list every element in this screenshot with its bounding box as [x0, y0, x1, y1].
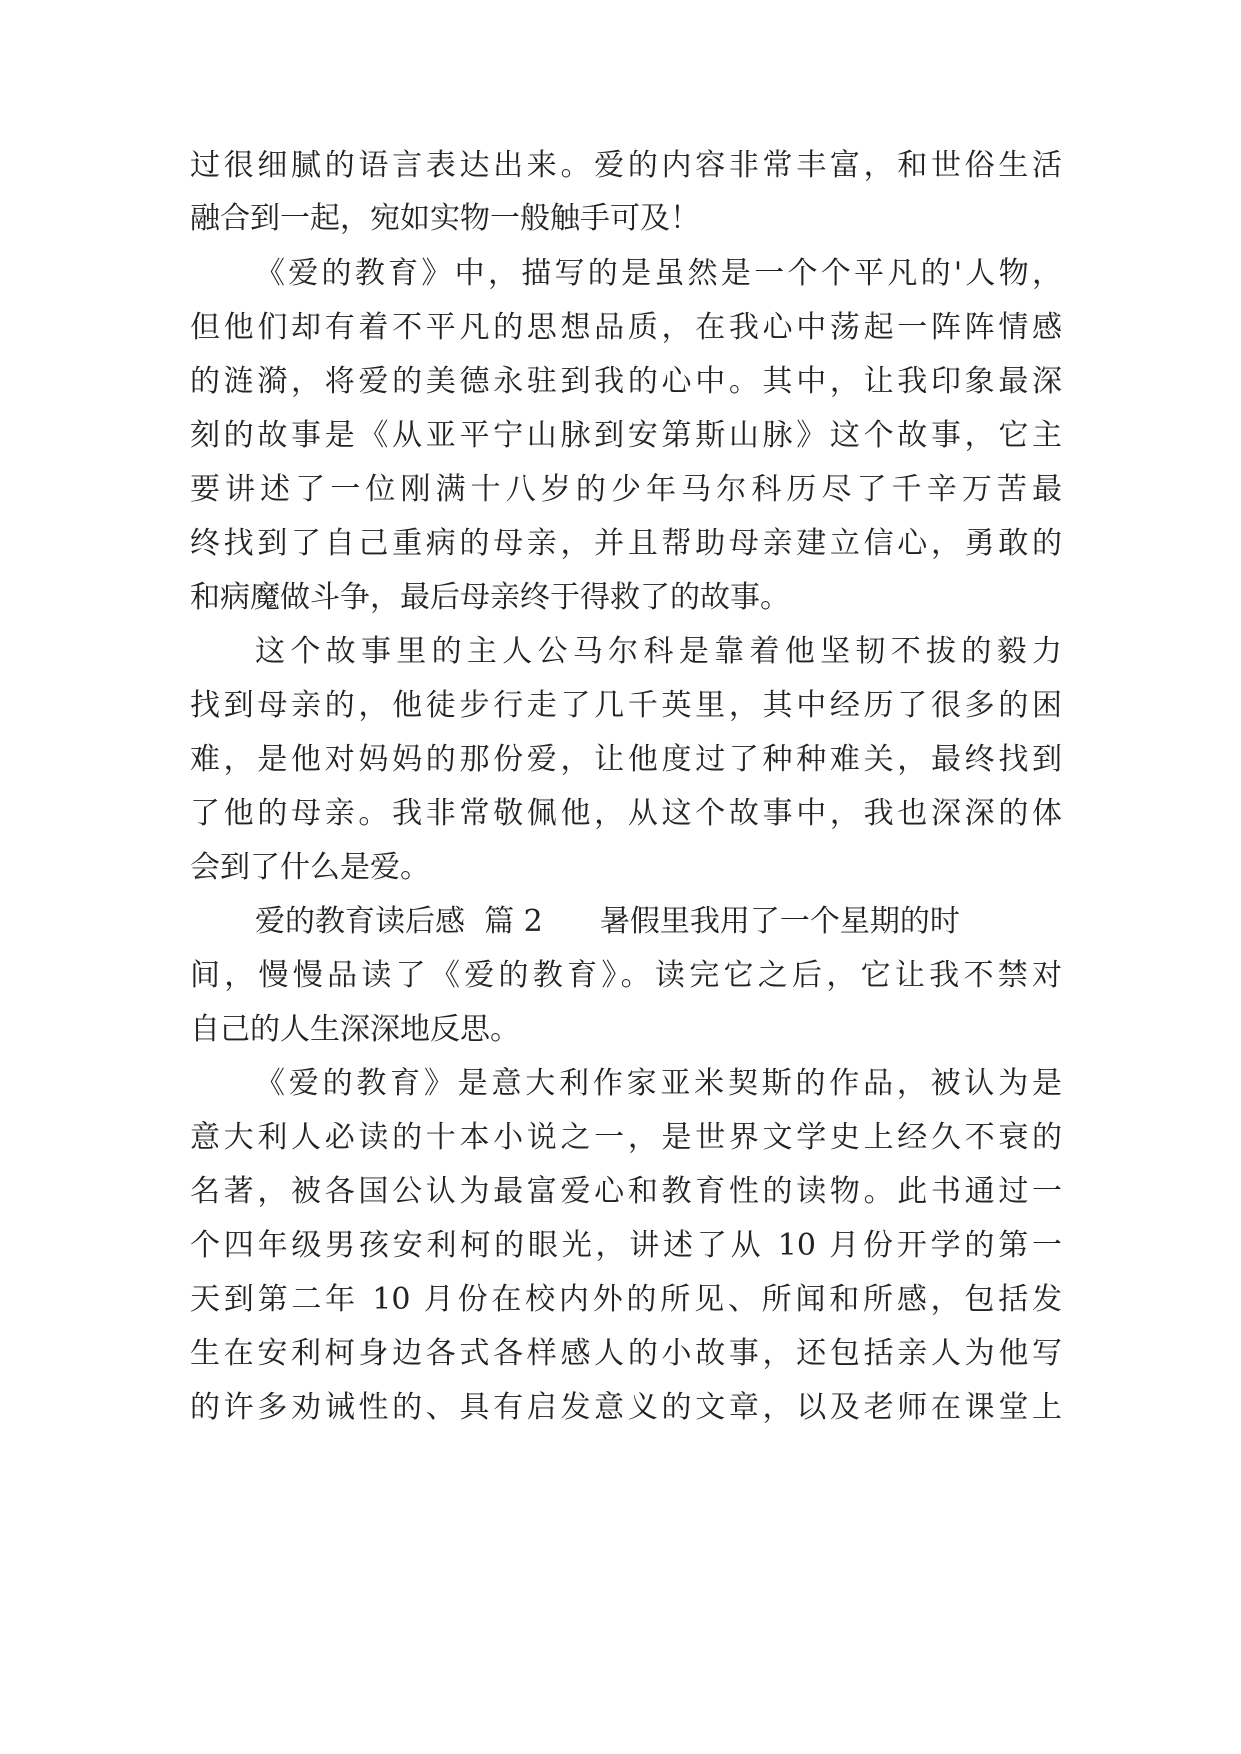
- text-line: 间，慢慢品读了《爱的教育》。读完它之后，它让我不禁对: [190, 958, 1062, 993]
- text-line: 自己的人生深深地反思。: [190, 1012, 520, 1047]
- section-heading-line: 爱的教育读后感 篇 2 暑假里我用了一个星期的时: [255, 904, 960, 939]
- text-line: 要讲述了一位刚满十八岁的少年马尔科历尽了千辛万苦最: [190, 472, 1062, 507]
- text-line: 会到了什么是爱。: [190, 850, 430, 885]
- text-line: 生在安利柯身边各式各样感人的小故事，还包括亲人为他写: [190, 1336, 1062, 1371]
- paragraph-first-line: 这个故事里的主人公马尔科是靠着他坚韧不拔的毅力: [255, 634, 1062, 669]
- text-line: 了他的母亲。我非常敬佩他，从这个故事中，我也深深的体: [190, 796, 1062, 831]
- text-line: 但他们却有着不平凡的思想品质，在我心中荡起一阵阵情感: [190, 310, 1062, 345]
- text-line: 名著，被各国公认为最富爱心和教育性的读物。此书通过一: [190, 1174, 1062, 1209]
- text-line: 的涟漪，将爱的美德永驻到我的心中。其中，让我印象最深: [190, 364, 1062, 399]
- text-line: 和病魔做斗争，最后母亲终于得救了的故事。: [190, 580, 790, 615]
- text-line: 刻的故事是《从亚平宁山脉到安第斯山脉》这个故事，它主: [190, 418, 1062, 453]
- text-line: 终找到了自己重病的母亲，并且帮助母亲建立信心，勇敢的: [190, 526, 1062, 561]
- text-line: 个四年级男孩安利柯的眼光，讲述了从 10 月份开学的第一: [190, 1228, 1062, 1263]
- text-line: 融合到一起，宛如实物一般触手可及！: [190, 201, 700, 236]
- text-line: 天到第二年 10 月份在校内外的所见、所闻和所感，包括发: [190, 1282, 1062, 1317]
- text-line: 的许多劝诫性的、具有启发意义的文章，以及老师在课堂上: [190, 1390, 1062, 1425]
- text-line: 难，是他对妈妈的那份爱，让他度过了种种难关，最终找到: [190, 742, 1062, 777]
- paragraph-first-line: 《爱的教育》中，描写的是虽然是一个个平凡的'人物，: [255, 256, 1062, 291]
- text-line: 找到母亲的，他徒步行走了几千英里，其中经历了很多的困: [190, 688, 1062, 723]
- text-line: 意大利人必读的十本小说之一，是世界文学史上经久不衰的: [190, 1120, 1062, 1155]
- paragraph-first-line: 《爱的教育》是意大利作家亚米契斯的作品，被认为是: [255, 1066, 1062, 1101]
- text-line: 过很细腻的语言表达出来。爱的内容非常丰富，和世俗生活: [190, 148, 1062, 183]
